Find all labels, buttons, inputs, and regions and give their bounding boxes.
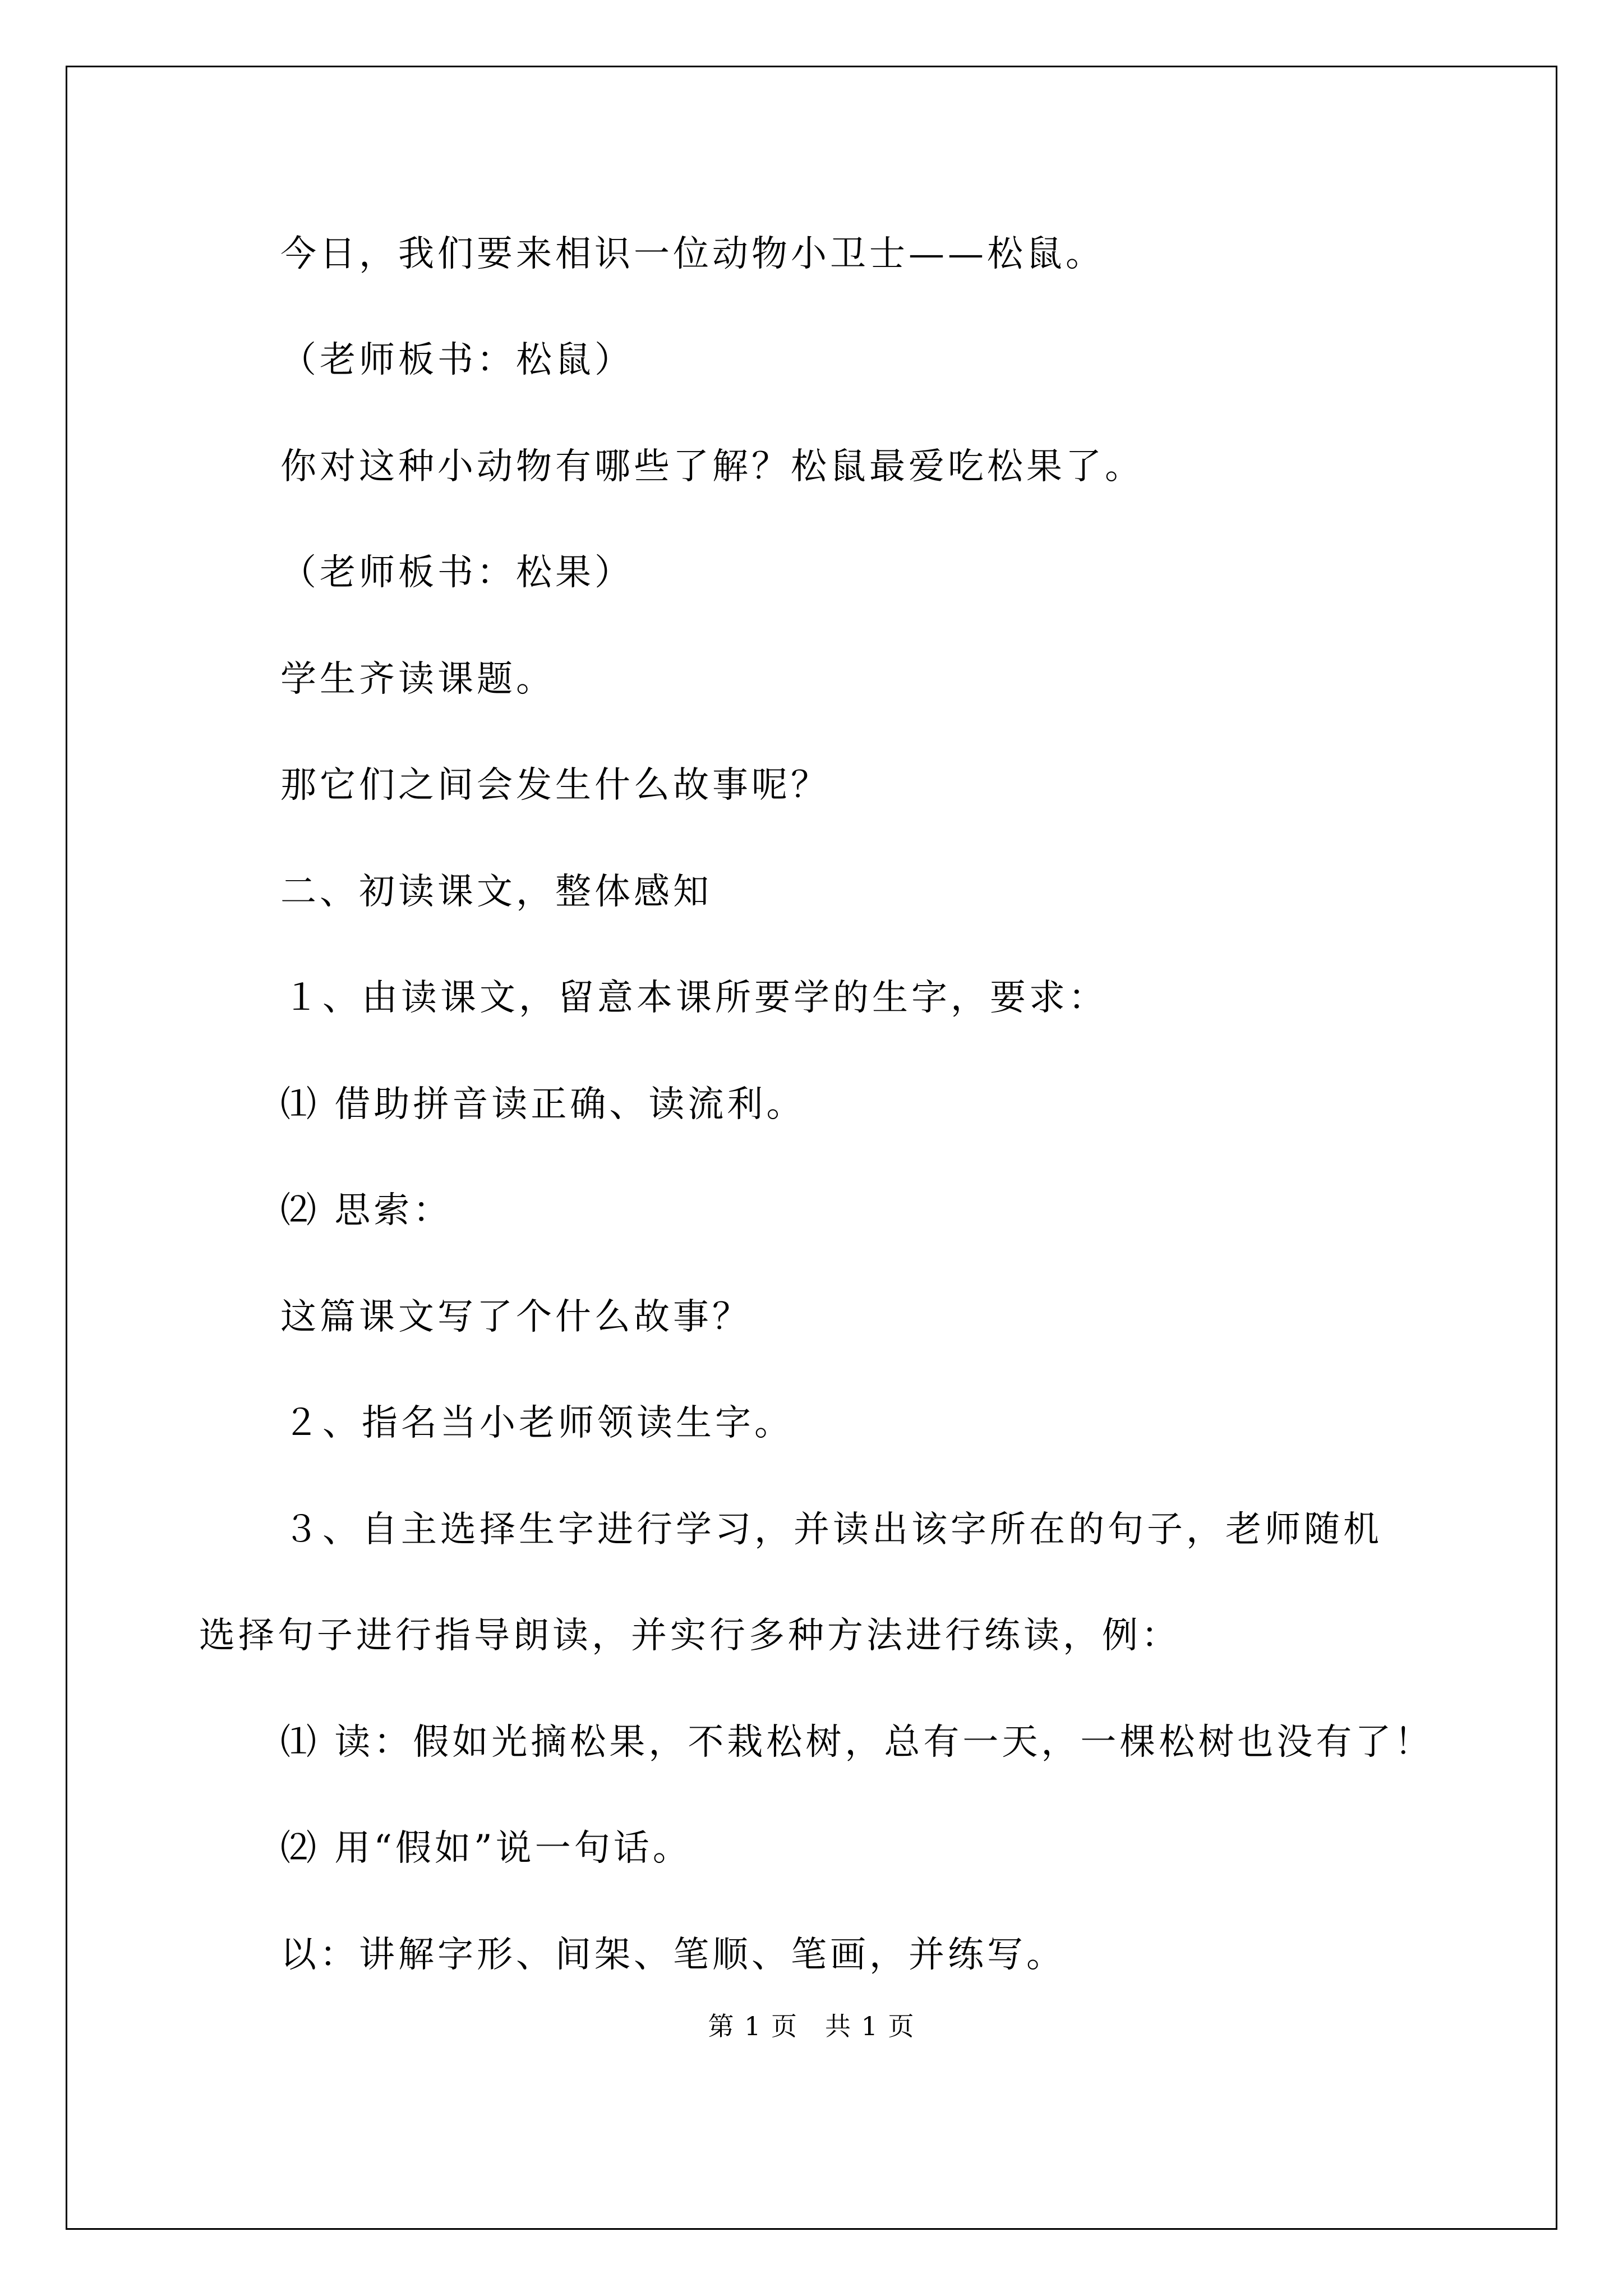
list-item-3: ３、自主选择生字进行学习，并读出该字所在的句子，老师随机	[283, 1509, 1382, 1550]
paragraph-intro: 今日，我们要来相识一位动物小卫士——松鼠。	[280, 233, 1105, 275]
example-sentence: ⑵ 用“假如”说一句话。	[280, 1828, 692, 1869]
list-item-1: １、由读课文，留意本课所要学的生字，要求：	[283, 977, 1108, 1019]
section-heading: 二、初读课文，整体感知	[280, 871, 712, 913]
paragraph-board-note-1: （老师板书：松鼠）	[280, 339, 634, 381]
page-border	[66, 66, 1557, 2230]
sub-item-1: ⑴ 借助拼音读正确、读流利。	[280, 1084, 806, 1125]
paragraph-story-question: 那它们之间会发生什么故事呢？	[280, 765, 830, 806]
paragraph-question: 你对这种小动物有哪些了解？松鼠最爱吃松果了。	[280, 446, 1144, 487]
list-item-3-continued: 选择句子进行指导朗读，并实行多种方法进行练读，例：	[199, 1615, 1181, 1657]
paragraph-story-what: 这篇课文写了个什么故事？	[280, 1296, 751, 1338]
page-number: 第 1 页 共 1 页	[708, 2011, 915, 2041]
example-read: ⑴ 读：假如光摘松果，不栽松树，总有一天，一棵松树也没有了！	[280, 1722, 1434, 1763]
sub-item-2: ⑵ 思索：	[280, 1190, 453, 1231]
paragraph-board-note-2: （老师板书：松果）	[280, 552, 634, 593]
paragraph-writing: 以：讲解字形、间架、笔顺、笔画，并练写。	[280, 1934, 1066, 1976]
paragraph-read-title: 学生齐读课题。	[280, 659, 555, 700]
list-item-2: ２、指名当小老师领读生字。	[283, 1402, 794, 1444]
